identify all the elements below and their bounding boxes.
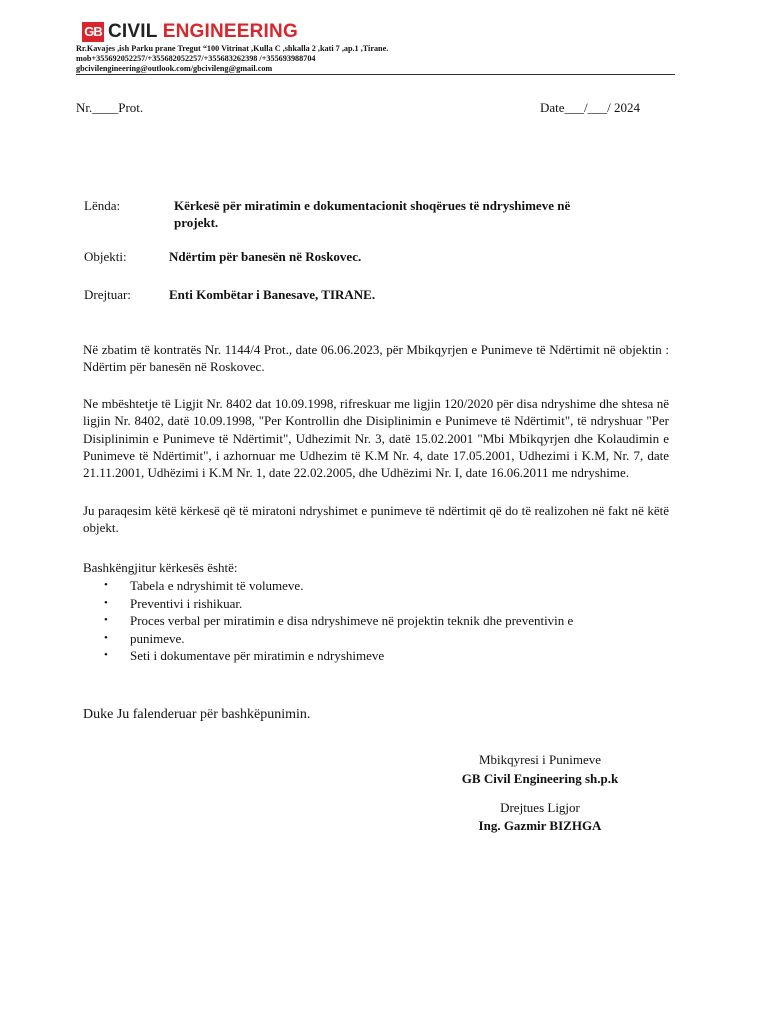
header-divider: [76, 74, 675, 75]
logo-mark: GB: [82, 22, 104, 42]
signature-name: Ing. Gazmir BIZHGA: [478, 818, 602, 833]
bullet-icon: •: [104, 631, 108, 644]
header-emails: gbcivilengineering@outlook.com/gbcivileng@gmail.com: [76, 64, 273, 73]
subject-value-line2: projekt.: [174, 215, 219, 230]
logo-word-civil: CIVIL: [108, 21, 158, 42]
bullet-icon: •: [104, 596, 108, 609]
bullet-icon: •: [104, 614, 108, 626]
list-item: • punimeve.: [104, 630, 185, 646]
signature-company: GB Civil Engineering sh.p.k: [461, 771, 619, 786]
logo-text: [108, 21, 298, 43]
paragraph-legal-basis: Ne mbështetje të Ligjit Nr. 8402 dat 10.09.1998, rifreskuar me ligjin 120/2020 për disa ndryshime dhe shtesa në ligjin Nr. 8402, datë 10.09.1998, "Per Kontrollin dhe Disiplinimin e Punimeve të Ndërtimit", të ndryshuar "Per Disiplinimin e Punimeve të Ndërtimit", Udhezimit Nr. 3, datë 15.02.2001 "Mbi Mbikqyrjen dhe Kolaudimin e Punimeve të Ndërtimit", i azhornuar me Udhezim të K.M Nr. 4, date 17.05.2001, Udhezimi i K.M, Nr. 7, date 21.11.2001, Udhëzimi i K.M Nr. 1, date 22.02.2005, dhe Udhëzimi Nr. I, date 16.06.2011 me ndryshime.: [83, 396, 669, 481]
paragraph-contract: Në zbatim të kontratës Nr. 1144/4 Prot., date 06.06.2023, për Mbikqyrjen e Punimeve të Ndërtimit në objektin : Ndërtim për banesën në Roskovec.: [83, 342, 669, 375]
closing-thanks: Duke Ju falenderuar për bashkëpunimin.: [83, 707, 311, 722]
object-label: Objekti:: [84, 249, 127, 264]
addressee-value: Enti Kombëtar i Banesave, TIRANE.: [169, 287, 376, 302]
object-value: Ndërtim për banesën në Roskovec.: [169, 249, 362, 264]
bullet-icon: •: [104, 649, 108, 661]
list-item: • Proces verbal per miratimin e disa ndryshimeve në projektin teknik dhe preventivin e: [104, 613, 574, 628]
header-address: Rr.Kavajes ,ish Parku prane Tregut “100 Vitrinat ,Kulla C ,shkalla 2 ,kati 7 ,ap.1 ,Tirane.: [76, 44, 389, 53]
protocol-number: Nr.____Prot.: [76, 100, 144, 115]
logo-word-engineering: ENGINEERING: [162, 21, 298, 42]
list-item: • Tabela e ndryshimit të volumeve.: [104, 578, 304, 593]
paragraph-request: Ju paraqesim këtë kërkesë që të miratoni ndryshimet e punimeve të ndërtimit që do të realizohen në fakt në këtë objekt.: [83, 503, 669, 536]
signature-role-supervisor: Mbikqyresi i Punimeve: [478, 752, 602, 767]
list-item: • Seti i dokumentave për miratimin e ndryshimeve: [104, 648, 385, 663]
subject-label: Lënda:: [84, 198, 121, 213]
attachments-list: [104, 577, 670, 665]
subject-value-line1: Kërkesë për miratimin e dokumentacionit shoqërues të ndryshimeve në: [174, 198, 571, 213]
header-phones: mob+355692052257/+355682052257/+355683262398 /+355693988704: [76, 54, 316, 63]
letter-date: Date___/___/ 2024: [540, 100, 641, 115]
signature-role-legal: Drejtues Ligjor: [500, 800, 580, 815]
company-logo: [82, 20, 298, 44]
attachments-label: Bashkëngjitur kërkesës është:: [83, 560, 238, 575]
bullet-icon: •: [104, 579, 108, 591]
addressee-label: Drejtuar:: [84, 287, 131, 302]
list-item: • Preventivi i rishikuar.: [104, 595, 243, 611]
